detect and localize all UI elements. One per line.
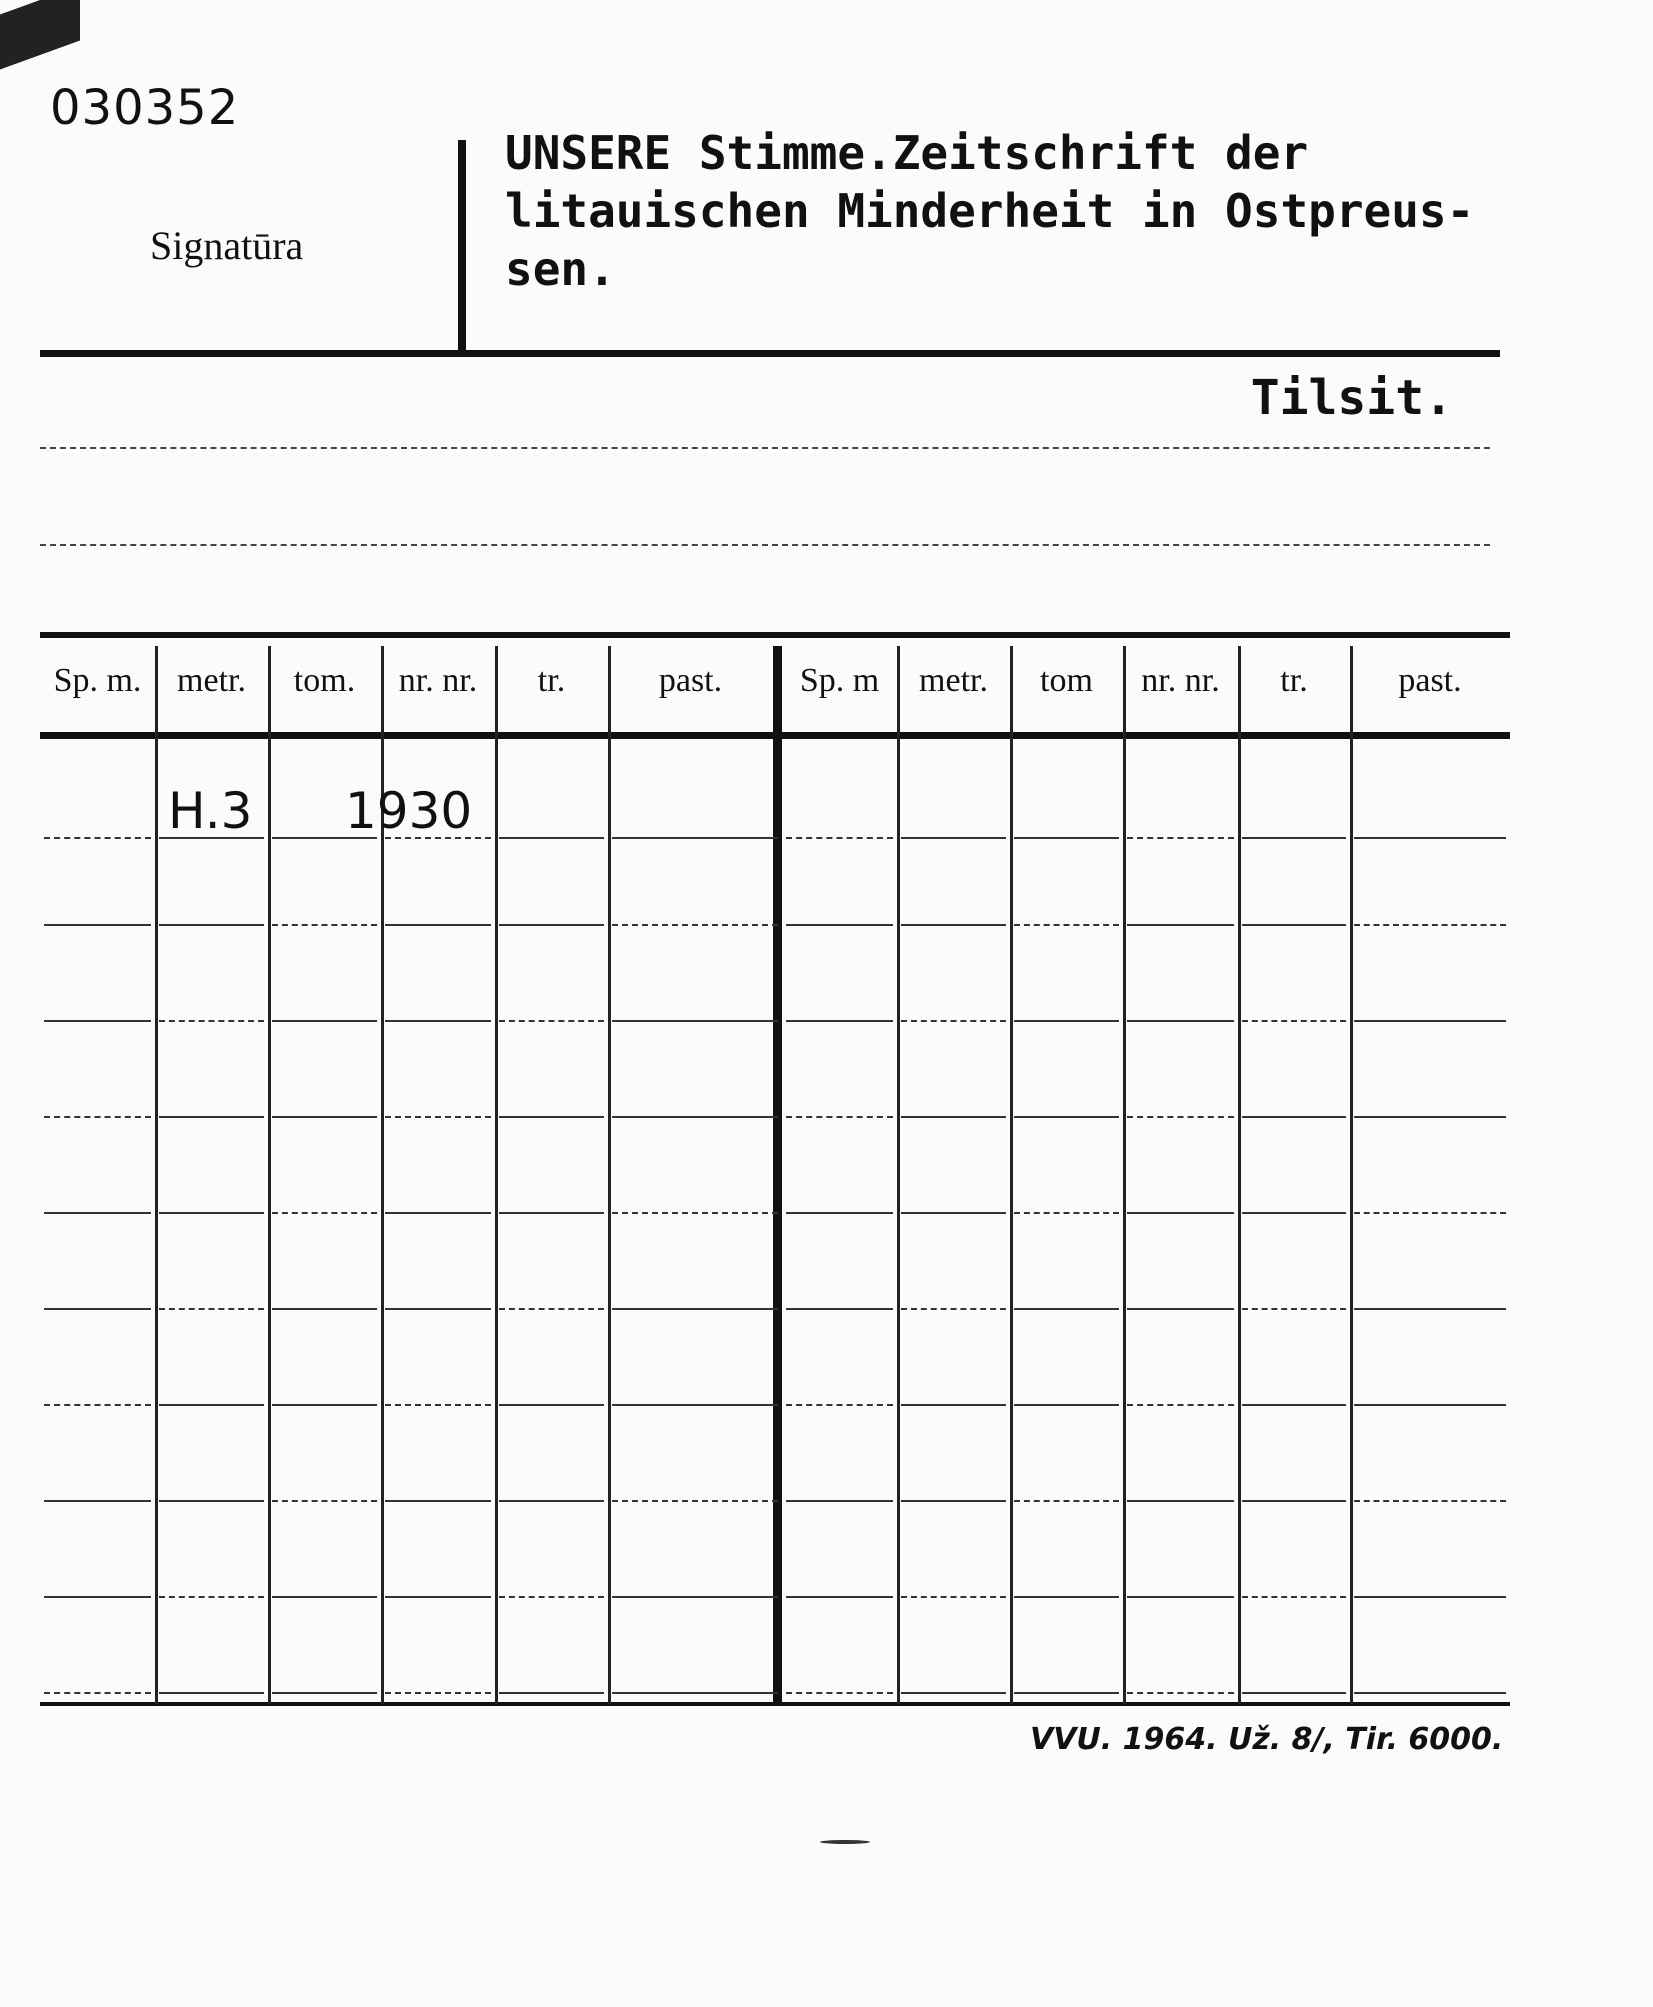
row-line xyxy=(159,1404,264,1406)
row-line xyxy=(1127,1500,1234,1502)
row-line xyxy=(385,924,491,926)
printer-note: VVU. 1964. Už. 8/, Tir. 6000. xyxy=(1030,1722,1504,1757)
row-line xyxy=(1354,924,1506,926)
header-past-left: past. xyxy=(658,662,723,699)
header-metr-left: metr. xyxy=(177,662,246,699)
header-tom-right: tom xyxy=(1040,662,1093,699)
column-divider xyxy=(1350,646,1353,1704)
row-line xyxy=(1014,837,1119,839)
center-divider xyxy=(773,646,782,1704)
row-line xyxy=(612,1212,778,1214)
row-line xyxy=(385,1692,491,1694)
row-line xyxy=(159,1692,264,1694)
header-rule xyxy=(40,350,1500,357)
holdings-table xyxy=(40,632,1510,1706)
row-line xyxy=(272,837,377,839)
row-line xyxy=(1127,1692,1234,1694)
row-line xyxy=(272,1212,377,1214)
paper-mark xyxy=(820,1840,870,1844)
column-divider xyxy=(155,646,158,1704)
row-line xyxy=(1127,924,1234,926)
row-line xyxy=(901,1500,1006,1502)
row-line xyxy=(901,1692,1006,1694)
row-line xyxy=(786,1212,893,1214)
column-divider xyxy=(1010,646,1013,1704)
column-divider xyxy=(608,646,611,1704)
header-tr-right: tr. xyxy=(1280,662,1308,699)
row-line xyxy=(612,1116,778,1118)
row-line xyxy=(1014,924,1119,926)
row-line xyxy=(44,924,151,926)
row-line xyxy=(901,837,1006,839)
row-line xyxy=(612,837,778,839)
row-line xyxy=(499,1692,604,1694)
row-line xyxy=(612,1596,778,1598)
row-line xyxy=(1354,1500,1506,1502)
row-line xyxy=(44,1500,151,1502)
column-divider xyxy=(495,646,498,1704)
row-line xyxy=(44,1212,151,1214)
row-line xyxy=(786,1500,893,1502)
row-line xyxy=(901,1212,1006,1214)
row-line xyxy=(499,1212,604,1214)
row-line xyxy=(612,1500,778,1502)
row-line xyxy=(901,1116,1006,1118)
row-line xyxy=(612,1020,778,1022)
row-line xyxy=(44,1596,151,1598)
row-line xyxy=(44,1404,151,1406)
row-line xyxy=(159,1308,264,1310)
row-line xyxy=(612,1404,778,1406)
row-line xyxy=(1014,1212,1119,1214)
row-line xyxy=(1242,1212,1346,1214)
row-line xyxy=(272,924,377,926)
row-line xyxy=(1127,837,1234,839)
row-line xyxy=(159,1500,264,1502)
entry-metr: H.3 xyxy=(168,782,253,840)
row-line xyxy=(1014,1116,1119,1118)
row-line xyxy=(159,837,264,839)
row-line xyxy=(44,1308,151,1310)
row-line xyxy=(1242,1020,1346,1022)
row-line xyxy=(1242,924,1346,926)
row-line xyxy=(1354,1020,1506,1022)
row-line xyxy=(159,1596,264,1598)
row-line xyxy=(786,1692,893,1694)
row-line xyxy=(612,1308,778,1310)
row-line xyxy=(1242,1692,1346,1694)
column-divider xyxy=(1238,646,1241,1704)
signatura-label: Signatūra xyxy=(150,223,304,268)
row-line xyxy=(499,924,604,926)
blank-line-2 xyxy=(40,544,1490,546)
row-line xyxy=(786,1404,893,1406)
row-line xyxy=(499,1308,604,1310)
row-line xyxy=(1127,1596,1234,1598)
table-top-rule xyxy=(40,632,1510,638)
row-line xyxy=(901,1020,1006,1022)
row-line xyxy=(499,1596,604,1598)
row-line xyxy=(1242,1404,1346,1406)
row-line xyxy=(499,837,604,839)
row-line xyxy=(1127,1020,1234,1022)
row-line xyxy=(385,1596,491,1598)
row-line xyxy=(385,1404,491,1406)
header-tom-left: tom. xyxy=(293,662,356,699)
row-line xyxy=(1014,1692,1119,1694)
row-line xyxy=(499,1020,604,1022)
header-metr-right: metr. xyxy=(919,662,988,699)
row-line xyxy=(1127,1404,1234,1406)
row-line xyxy=(612,1692,778,1694)
corner-scuff xyxy=(0,0,80,70)
row-line xyxy=(612,924,778,926)
row-line xyxy=(786,1116,893,1118)
row-line xyxy=(1354,1308,1506,1310)
row-line xyxy=(385,1116,491,1118)
row-line xyxy=(1354,837,1506,839)
row-line xyxy=(44,837,151,839)
row-line xyxy=(901,1308,1006,1310)
row-line xyxy=(159,1116,264,1118)
row-line xyxy=(1354,1116,1506,1118)
row-line xyxy=(159,1212,264,1214)
entry-tom: 1930 xyxy=(345,782,473,840)
row-line xyxy=(1242,1596,1346,1598)
column-divider xyxy=(1123,646,1126,1704)
row-line xyxy=(1014,1500,1119,1502)
row-line xyxy=(159,1020,264,1022)
row-line xyxy=(786,1020,893,1022)
header-nrnr-right: nr. nr. xyxy=(1141,662,1220,699)
row-line xyxy=(272,1596,377,1598)
row-line xyxy=(901,1596,1006,1598)
row-line xyxy=(499,1500,604,1502)
row-line xyxy=(272,1404,377,1406)
row-line xyxy=(1014,1020,1119,1022)
header-sp-m-right: Sp. m xyxy=(799,662,880,699)
column-divider xyxy=(268,646,271,1704)
row-line xyxy=(1354,1692,1506,1694)
header-past-right: past. xyxy=(1398,662,1462,699)
row-line xyxy=(1242,1116,1346,1118)
header-tr-left: tr. xyxy=(537,662,566,699)
row-line xyxy=(385,1020,491,1022)
row-line xyxy=(44,1116,151,1118)
publication-title: UNSERE Stimme.Zeitschrift der litauischen Minderheit in Ostpreus-sen. xyxy=(505,126,1475,296)
row-line xyxy=(385,1308,491,1310)
header-nrnr-left: nr. nr. xyxy=(398,662,478,699)
row-line xyxy=(1242,837,1346,839)
row-line xyxy=(385,1500,491,1502)
row-line xyxy=(385,1212,491,1214)
row-line xyxy=(786,924,893,926)
row-line xyxy=(385,837,491,839)
row-line xyxy=(1127,1212,1234,1214)
row-line xyxy=(272,1020,377,1022)
row-line xyxy=(1127,1116,1234,1118)
row-line xyxy=(44,1692,151,1694)
row-line xyxy=(272,1500,377,1502)
row-line xyxy=(44,1020,151,1022)
row-line xyxy=(272,1308,377,1310)
row-line xyxy=(1354,1596,1506,1598)
row-line xyxy=(1014,1596,1119,1598)
row-line xyxy=(1014,1404,1119,1406)
row-line xyxy=(272,1692,377,1694)
row-line xyxy=(499,1404,604,1406)
row-line xyxy=(1242,1500,1346,1502)
row-line xyxy=(159,924,264,926)
row-line xyxy=(272,1116,377,1118)
column-divider xyxy=(897,646,900,1704)
row-line xyxy=(1354,1404,1506,1406)
header-sp-m-left: Sp. m. xyxy=(53,662,142,699)
blank-line-1 xyxy=(40,447,1490,449)
row-line xyxy=(499,1116,604,1118)
catalog-number: 030352 xyxy=(50,80,240,136)
row-line xyxy=(786,837,893,839)
row-line xyxy=(1354,1212,1506,1214)
row-line xyxy=(901,924,1006,926)
title-divider xyxy=(458,140,466,350)
row-line xyxy=(1127,1308,1234,1310)
row-line xyxy=(901,1404,1006,1406)
row-line xyxy=(1014,1308,1119,1310)
row-line xyxy=(1242,1308,1346,1310)
publication-place: Tilsit. xyxy=(1250,370,1453,426)
row-line xyxy=(786,1596,893,1598)
row-line xyxy=(786,1308,893,1310)
